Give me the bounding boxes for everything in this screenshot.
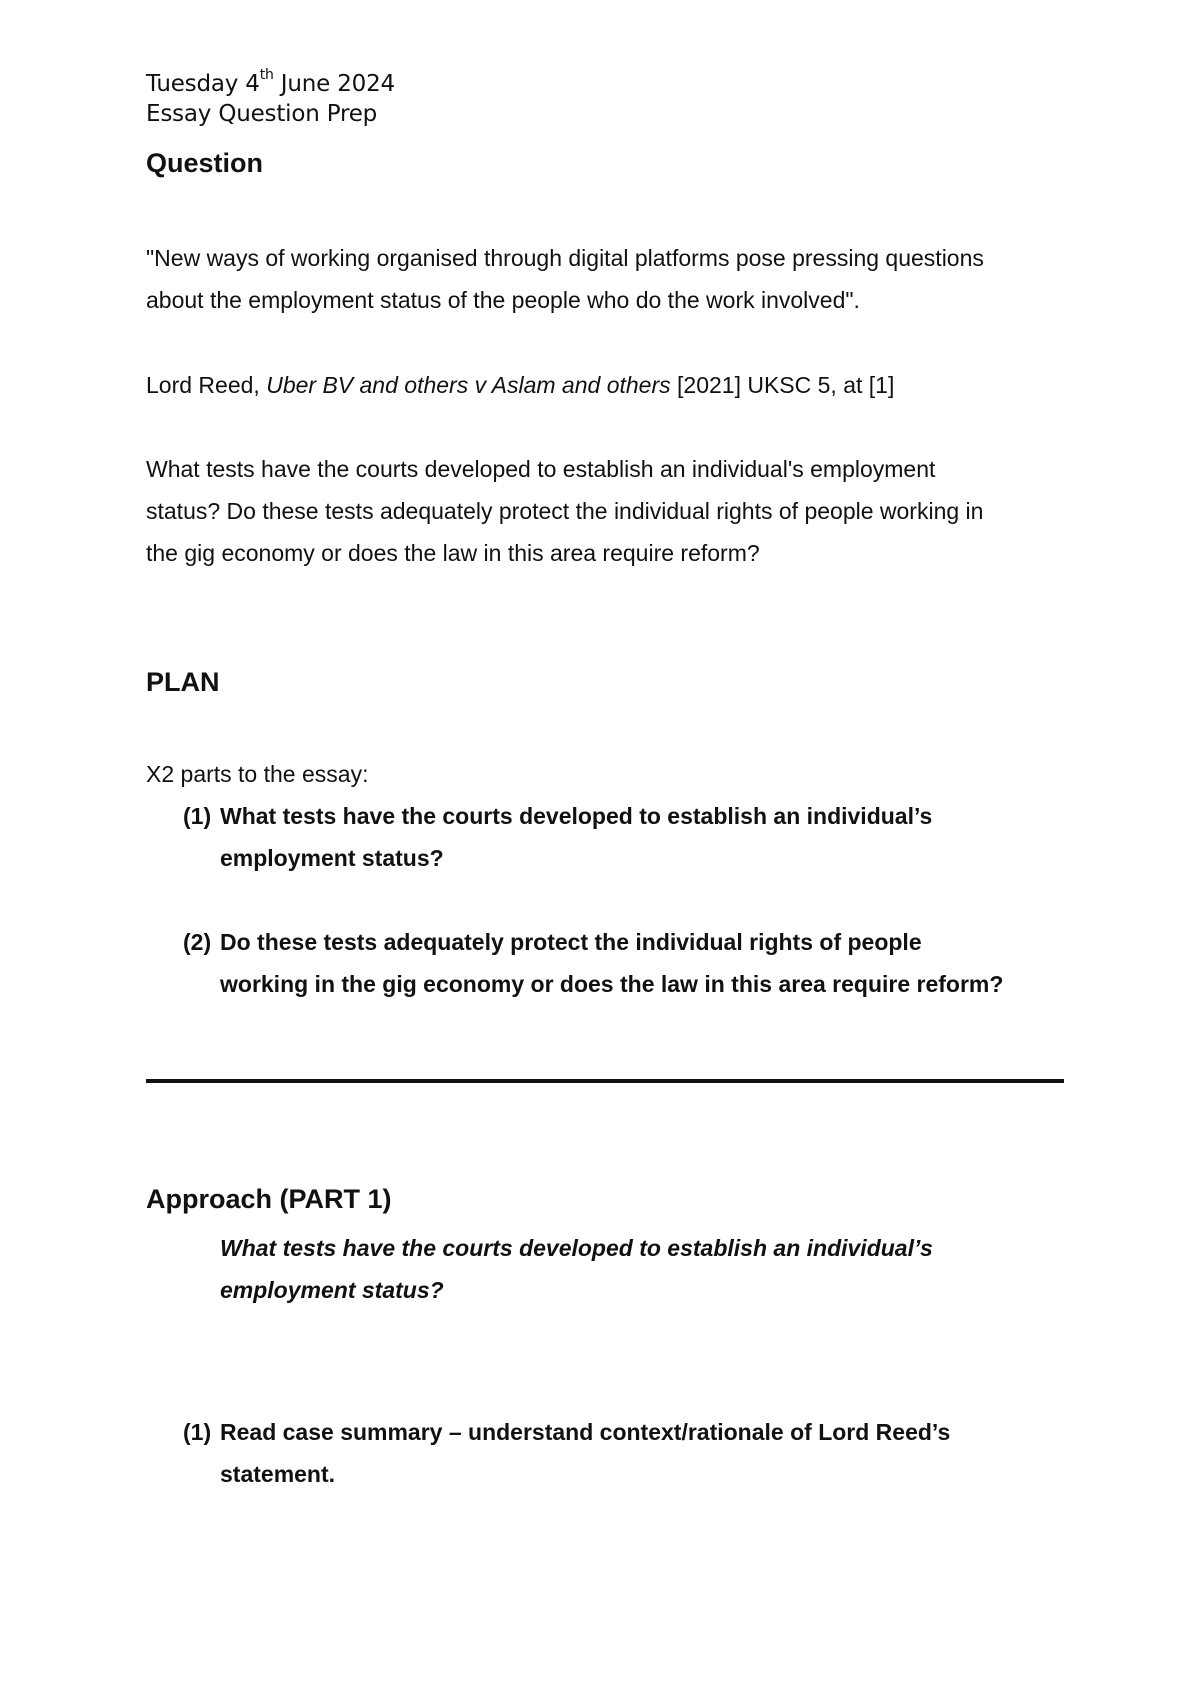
prompt-line-3: the gig economy or does the law in this area require reform? xyxy=(146,540,760,566)
plan-item-2 xyxy=(183,921,922,963)
plan-heading: PLAN xyxy=(146,667,220,697)
prompt-line-2: status? Do these tests adequately protect the individual rights of people working in xyxy=(146,498,984,524)
plan-item-1 xyxy=(183,795,932,837)
document-subtitle: Essay Question Prep xyxy=(146,101,378,127)
approach-item-1-continuation: statement. xyxy=(220,1461,336,1487)
plan-item-1-continuation: employment status? xyxy=(220,845,444,871)
section-divider xyxy=(146,1079,1064,1083)
approach-heading: Approach (PART 1) xyxy=(146,1184,392,1214)
approach-item-1-number: (1) xyxy=(183,1419,212,1445)
question-heading: Question xyxy=(146,148,264,178)
approach-subquestion-line-2: employment status? xyxy=(220,1277,444,1303)
approach-item-1 xyxy=(183,1411,950,1453)
plan-item-2-number: (2) xyxy=(183,929,212,955)
citation-line xyxy=(146,364,894,406)
quote-line-1: "New ways of working organised through digital platforms pose pressing questions xyxy=(146,245,984,271)
plan-item-1-text: What tests have the courts developed to establish an individual’s xyxy=(220,803,933,829)
plan-item-2-continuation: working in the gig economy or does the law in this area require reform? xyxy=(220,971,1004,997)
quote-line-2: about the employment status of the people who do the work involved". xyxy=(146,287,860,313)
date-month-year: June 2024 xyxy=(273,71,395,97)
citation-case-name: Uber BV and others v Aslam and others xyxy=(266,372,671,398)
plan-item-1-number: (1) xyxy=(183,803,212,829)
citation-reference: [2021] UKSC 5, at [1] xyxy=(670,372,895,398)
plan-intro: X2 parts to the essay: xyxy=(146,761,369,787)
citation-author: Lord Reed, xyxy=(146,372,267,398)
date-ordinal: th xyxy=(259,67,274,84)
approach-subquestion-line-1: What tests have the courts developed to establish an individual’s xyxy=(220,1235,933,1261)
date-line xyxy=(146,67,395,98)
prompt-line-1: What tests have the courts developed to establish an individual's employment xyxy=(146,456,936,482)
date-text: Tuesday 4 xyxy=(146,71,260,97)
approach-item-1-text: Read case summary – understand context/rationale of Lord Reed’s xyxy=(220,1419,951,1445)
plan-item-2-text: Do these tests adequately protect the individual rights of people xyxy=(220,929,922,955)
